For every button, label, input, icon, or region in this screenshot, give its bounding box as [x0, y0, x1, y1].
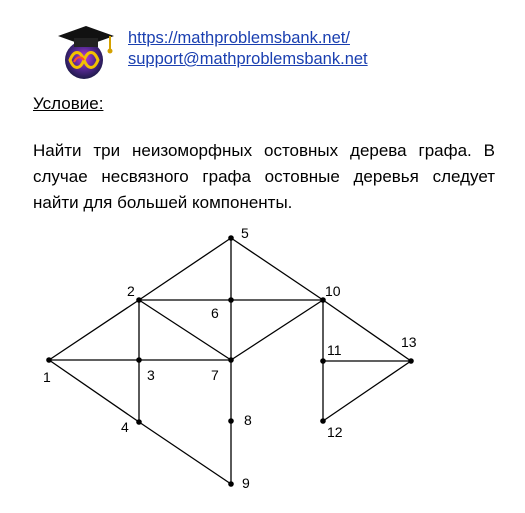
graph-edge-12-13 — [323, 361, 411, 421]
contact-links — [128, 28, 368, 70]
logo — [54, 18, 118, 82]
graph-figure — [0, 220, 525, 513]
graph-vertex-label-9: 9 — [242, 475, 250, 491]
site-link[interactable]: https://mathproblemsbank.net/ — [128, 29, 350, 47]
graph-vertex-label-10: 10 — [325, 283, 341, 299]
graph-vertex-label-2: 2 — [127, 283, 135, 299]
graph-edge-5-10 — [231, 238, 323, 300]
graph-vertex-label-13: 13 — [401, 334, 417, 350]
graph-vertex-label-12: 12 — [327, 424, 343, 440]
graph-vertex-label-4: 4 — [121, 419, 129, 435]
graph-edge-7-10 — [231, 300, 323, 360]
graph-vertex-7 — [228, 357, 234, 363]
graph-vertex-label-7: 7 — [211, 367, 219, 383]
graph-vertex-label-1: 1 — [43, 369, 51, 385]
graph-vertex-1 — [46, 357, 52, 363]
graph-vertex-label-8: 8 — [244, 412, 252, 428]
graph-vertex-9 — [228, 481, 234, 487]
problem-text: Найти три неизоморфных остовных дерева графа. В случае несвязного графа остовные деревья следует найти для большей компоненты. — [33, 141, 495, 212]
graph-vertex-12 — [320, 418, 326, 424]
email-link[interactable]: support@mathproblemsbank.net — [128, 50, 368, 68]
graph-vertex-3 — [136, 357, 142, 363]
graph-edge-4-9 — [139, 422, 231, 484]
graph-edge-2-5 — [139, 238, 231, 300]
graph-vertex-label-5: 5 — [241, 225, 249, 241]
graph-vertex-8 — [228, 418, 234, 424]
graph-edge-1-2 — [49, 300, 139, 360]
graph-vertex-13 — [408, 358, 414, 364]
graph-vertex-5 — [228, 235, 234, 241]
graph-vertex-label-6: 6 — [211, 305, 219, 321]
graph-vertex-label-3: 3 — [147, 367, 155, 383]
graph-vertex-label-11: 11 — [327, 342, 342, 358]
section-title: Условие: — [33, 94, 104, 113]
graph-vertex-2 — [136, 297, 142, 303]
graph-vertex-11 — [320, 358, 326, 364]
graduation-cap-infinity-globe-icon — [54, 18, 118, 82]
header — [54, 18, 474, 84]
graph-edge-1-4 — [49, 360, 139, 422]
graph-vertex-4 — [136, 419, 142, 425]
graph-vertex-6 — [228, 297, 234, 303]
